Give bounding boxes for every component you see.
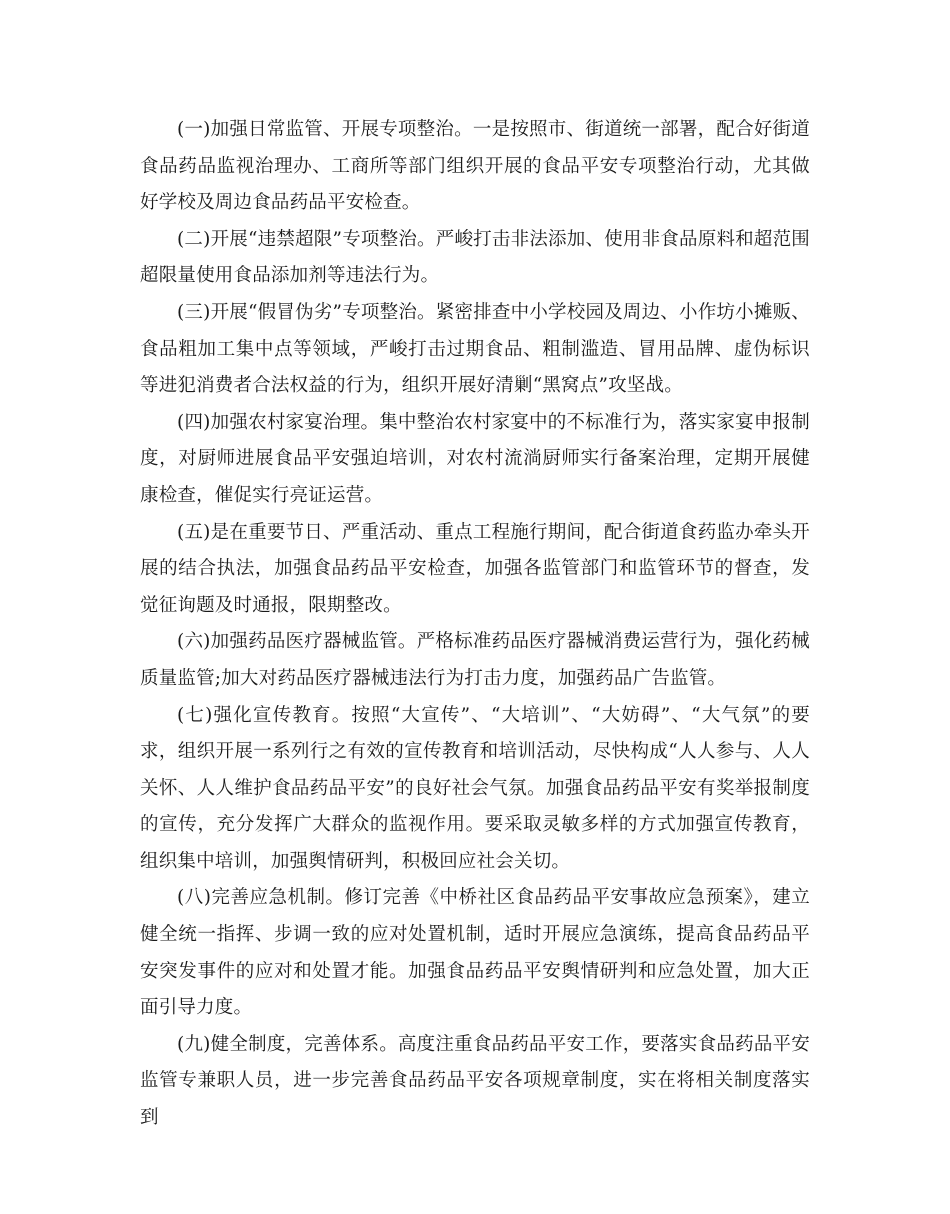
paragraph-2: (二)开展“违禁超限”专项整治。严峻打击非法添加、使用非食品原料和超范围超限量使用食品添加剂等违法行为。 (140, 228, 810, 287)
paragraph-3: (三)开展“假冒伪劣”专项整治。紧密排查中小学校园及周边、小作坊小摊贩、食品粗加工集中点等领域，严峻打击过期食品、粗制滥造、冒用品牌、虚伪标识等进犯消费者合法权益的行为，组织开展好清剿“黑窝点”攻坚战。 (140, 301, 810, 397)
paragraph-6: (六)加强药品医疗器械监管。严格标准药品医疗器械消费运营行为，强化药械质量监管;加大对药品医疗器械违法行为打击力度，加强药品广告监管。 (140, 631, 810, 689)
paragraph-8: (八)完善应急机制。修订完善《中桥社区食品药品平安事故应急预案》，建立健全统一指挥、步调一致的应对处置机制，适时开展应急演练，提高食品药品平安突发事件的应对和处置才能。加强食品药品平安舆情研判和应急处置，加大正面引导力度。 (140, 887, 810, 1019)
paragraph-9: (九)健全制度，完善体系。高度注重食品药品平安工作，要落实食品药品平安监管专兼职人员，进一步完善食品药品平安各项规章制度，实在将相关制度落实到 (140, 1033, 810, 1129)
paragraph-7: (七)强化宣传教育。按照“大宣传”、“大培训”、“大妨碍”、“大气氛”的要求，组织开展一系列行之有效的宣传教育和培训活动，尽快构成“人人参与、人人关怀、人人维护食品药品平安”的良好社会气氛。加强食品药品平安有奖举报制度的宣传，充分发挥广大群众的监视作用。要采取灵敏多样的方式加强宣传教育，组织集中培训，加强舆情研判，积极回应社会关切。 (140, 704, 810, 872)
document-body (140, 112, 810, 1137)
paragraph-4: (四)加强农村家宴治理。集中整治农村家宴中的不标准行为，落实家宴申报制度，对厨师进展食品平安强迫培训，对农村流淌厨师实行备案治理，定期开展健康检查，催促实行亮证运营。 (140, 411, 810, 506)
paragraph-5: (五)是在重要节日、严重活动、重点工程施行期间，配合街道食药监办牵头开展的结合执法，加强食品药品平安检查，加强各监管部门和监管环节的督查，发觉征询题及时通报，限期整改。 (140, 521, 810, 616)
paragraph-1: (一)加强日常监管、开展专项整治。一是按照市、街道统一部署，配合好街道食品药品监视治理办、工商所等部门组织开展的食品平安专项整治行动，尤其做好学校及周边食品药品平安检查。 (140, 119, 810, 214)
